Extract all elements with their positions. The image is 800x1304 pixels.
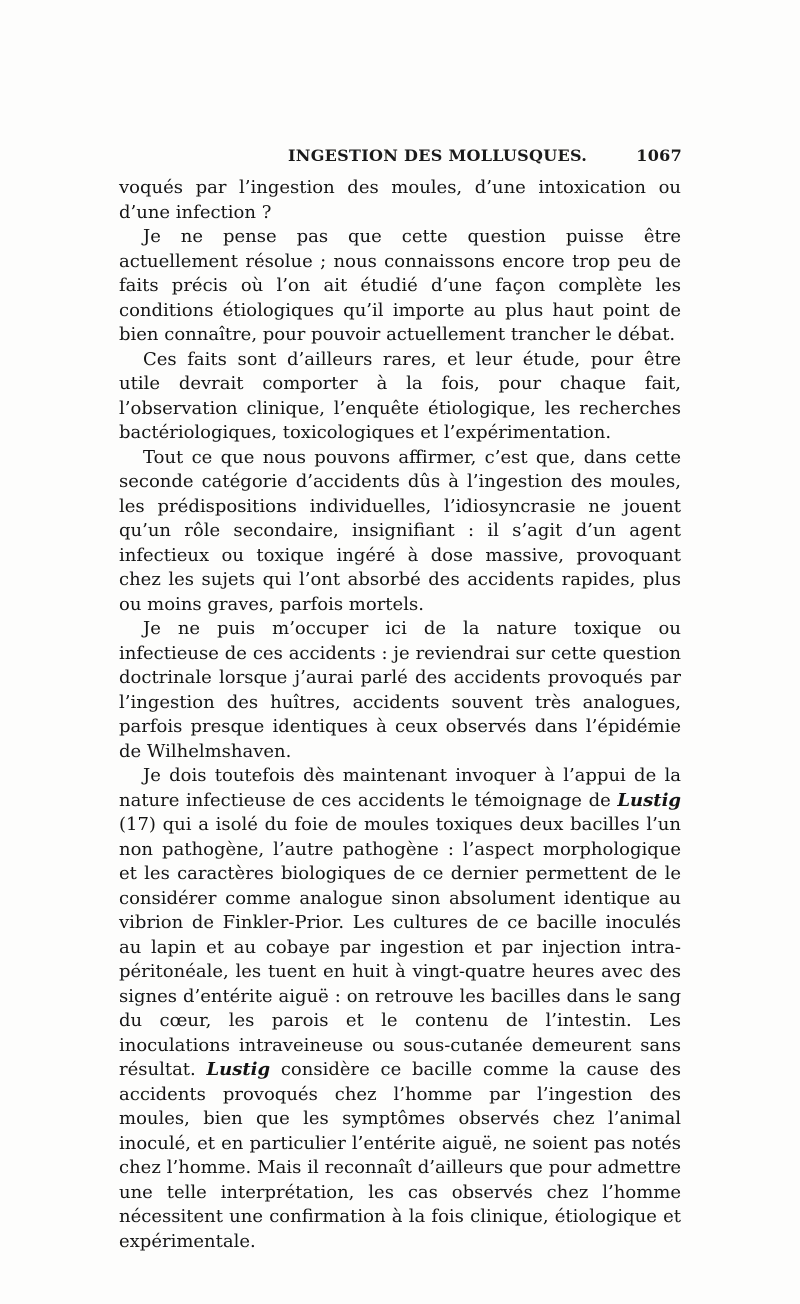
page-header <box>120 146 682 172</box>
paragraph-question-resolution: Je ne pense pas que cette question puisse être actuellement résolue ; nous connaissons encore trop peu de faits précis où l’on ait étudié d’une façon complète les conditions étiologiques qu’il importe au plus haut point de bien connaître, pour pouvoir actuellement trancher le débat. <box>119 226 681 345</box>
paragraph-text-segment: considère ce bacille comme la cause des accidents provoqués chez l’homme par l’ingestion des moules, bien que les symptômes observés chez l’animal inoculé, et en particulier l’entérite aiguë, ne soient pas notés chez l’homme. Mais il reconnaît d’ailleurs que pour admettre une telle interprétation, les cas observés chez l’homme nécessitent une confirmation à la fois clinique, étiologique et expérimentale. <box>119 1059 681 1252</box>
body-text <box>119 176 681 1254</box>
paragraph-text-segment: (17) qui a isolé du foie de moules toxiques deux bacilles l’un non pathogène, l’autre pathogène : l’aspect morphologique et les caractères biologiques de ce dernier permettent de le considérer comme analogue sinon absolument identique au vibrion de Finkler-Prior. Les cultures de ce bacille inoculés au lapin et au cobaye par ingestion et par injection intra-péritonéale, les tuent en huit à vingt-quatre heures avec des signes d’entérite aiguë : on retrouve les bacilles dans le sang du cœur, les parois et le contenu de l’intestin. Les inoculations intraveineuse ou sous-cutanée demeurent sans résultat. <box>119 814 681 1080</box>
paragraph-nature-of-accidents: Je ne puis m’occuper ici de la nature toxique ou infectieuse de ces accidents : je reviendrai sur cette question doctrinale lorsque j’aurai parlé des accidents provoqués par l’ingestion des huîtres, accidents souvent très analogues, parfois presque identiques à ceux observés dans l’épidémie de Wilhelmshaven. <box>119 618 681 762</box>
paragraph-continuation: voqués par l’ingestion des moules, d’une intoxication ou d’une infection ? <box>119 177 681 223</box>
paragraph-rare-facts: Ces faits sont d’ailleurs rares, et leur étude, pour être utile devrait comporter à la fois, pour chaque fait, l’observation clinique, l’enquête étiologique, les recherches bactériologiques, toxicologiques et l’expérimentation. <box>119 348 681 443</box>
page-number: 1067 <box>636 146 682 165</box>
paragraph-affirmation: Tout ce que nous pouvons affirmer, c’est que, dans cette seconde catégorie d’accidents dûs à l’ingestion des moules, les prédispositions individuelles, l’idiosyncrasie ne jouent qu’un rôle secondaire, insignifiant : il s’agit d’un agent infectieux ou toxique ingéré à dose massive, provoquant chez les sujets qui l’ont absorbé des accidents rapides, plus ou moins graves, parfois mortels. <box>119 446 681 615</box>
running-title: INGESTION DES MOLLUSQUES. <box>288 146 588 165</box>
paragraph-text-segment: Je dois toutefois dès maintenant invoquer à l’appui de la nature infectieuse de ces accidents le témoignage de <box>119 765 681 811</box>
author-name: Lustig <box>617 789 681 811</box>
paragraph-lustig-testimony <box>119 764 681 1254</box>
author-name: Lustig <box>206 1059 271 1080</box>
